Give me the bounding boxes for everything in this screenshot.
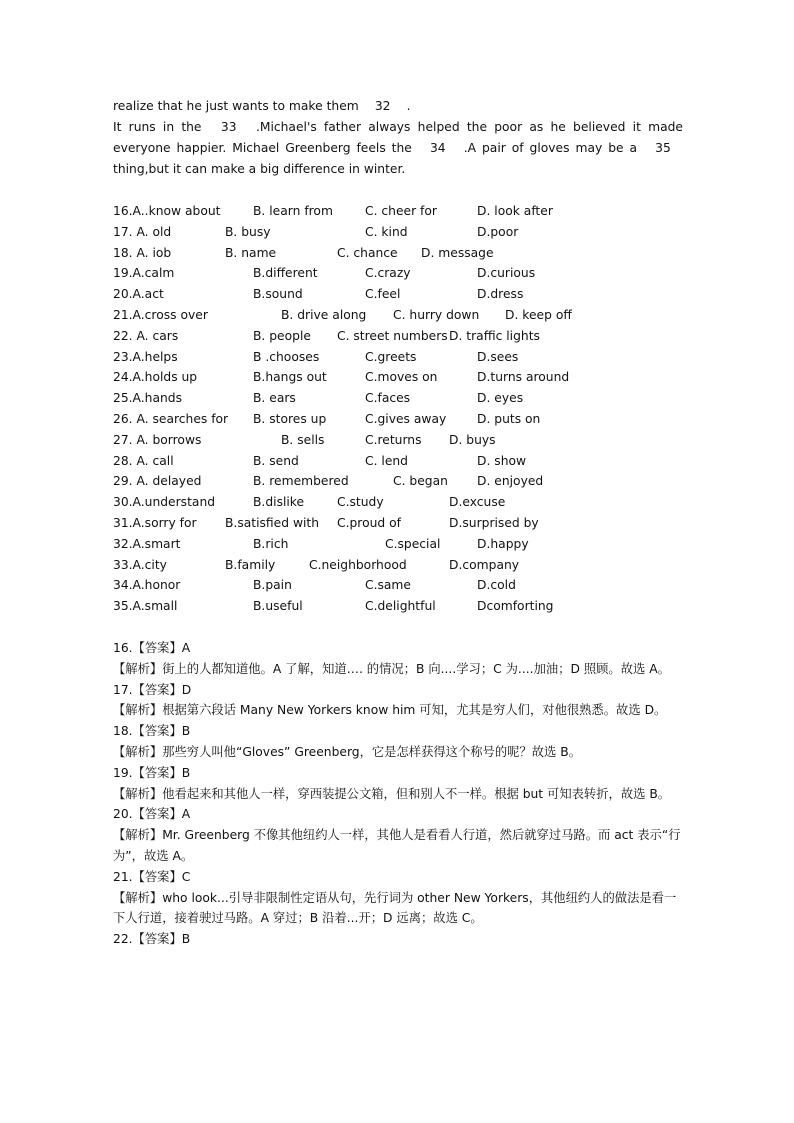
answer-heading: 16.【答案】A [113,640,191,655]
option-d: Dcomforting [477,599,554,614]
option-d: D.curious [477,266,536,281]
option-d: D.poor [477,224,519,239]
option-b: B. sells [281,432,325,447]
option-c: C.proud of [337,515,401,530]
option-d: D.happy [477,536,529,551]
question-row [113,492,683,513]
option-a: 34.A.honor [113,578,181,593]
question-row [113,555,683,576]
option-a: 25.A.hands [113,391,182,406]
answer-heading: 19.【答案】B [113,765,191,780]
option-c: C.neighborhood [309,557,407,572]
option-d: D. message [421,245,494,260]
option-b: B.useful [253,599,303,614]
option-a: 32.A.smart [113,536,181,551]
answer-explanation: 【解析】根据第六段话 Many New Yorkers know him 可知，尤其是穷人们，对他很熟悉。故选 D。 [113,703,667,718]
blank-number: 33 [220,120,237,134]
question-row [113,430,683,451]
option-a: 18. A. iob [113,245,172,260]
question-row [113,347,683,368]
question-row [113,305,683,326]
answer-heading: 22.【答案】B [113,932,191,947]
question-row [113,451,683,472]
option-d: D. traffic lights [449,328,540,343]
answer-explanation: 【解析】街上的人都知道他。A 了解，知道…. 的情况；B 向....学习；C 为....加油；D 照顾。故选 A。 [113,661,670,676]
option-d: D. show [477,453,527,468]
option-d: D.excuse [449,495,506,510]
option-c: C.delightful [365,599,436,614]
option-a: 19.A.calm [113,266,175,281]
option-d: D.cold [477,578,516,593]
option-b: B. send [253,453,299,468]
passage-text: . [406,99,411,113]
option-a: 23.A.helps [113,349,178,364]
option-c: C. lend [365,453,408,468]
option-c: C. chance [337,245,398,260]
option-b: B. busy [225,224,271,239]
option-d: D.surprised by [449,515,539,530]
option-b: B. remembered [253,474,349,489]
option-a: 29. A. delayed [113,474,202,489]
option-a: 33.A.city [113,557,167,572]
passage-text: realize that he just wants to make them [113,99,359,113]
option-c: C. hurry down [393,307,480,322]
option-a: 28. A. call [113,453,174,468]
option-c: C.faces [365,391,411,406]
question-row [113,596,683,617]
option-a: 26. A. searches for [113,411,229,426]
question-row [113,575,683,596]
passage-paragraph [113,96,683,180]
option-d: D.sees [477,349,519,364]
question-row [113,243,683,264]
question-row [113,513,683,534]
answer-heading: 17.【答案】D [113,682,192,697]
option-c: C. kind [365,224,408,239]
option-b: B.sound [253,287,303,302]
answer-heading: 20.【答案】A [113,807,191,822]
options-list [113,201,683,617]
option-c: C.crazy [365,266,411,281]
answer-explanation: 【解析】他看起来和其他人一样，穿西装提公文箱，但和别人不一样。根据 but 可知表转折，故选 B。 [113,786,671,801]
option-b: B.rich [253,536,289,551]
option-c: C.gives away [365,411,447,426]
option-b: B.pain [253,578,292,593]
option-d: D. eyes [477,391,524,406]
option-a: 35.A.small [113,599,178,614]
option-a: 17. A. old [113,224,172,239]
option-b: B.satisfied with [225,515,320,530]
option-c: C.study [337,495,384,510]
passage-text: It runs in the [113,120,202,134]
option-a: 22. A. cars [113,328,179,343]
answer-heading: 18.【答案】B [113,724,191,739]
question-row [113,388,683,409]
option-b: B. ears [253,391,296,406]
question-row [113,326,683,347]
option-a: 24.A.holds up [113,370,198,385]
option-b: B.hangs out [253,370,327,385]
question-row [113,222,683,243]
question-row [113,263,683,284]
option-b: B .chooses [253,349,320,364]
option-a: 16.A..know about [113,204,221,218]
passage-text: .A pair of gloves may be a [463,141,638,155]
blank-number: 35 [655,141,671,155]
option-c: C.feel [365,287,401,302]
option-b: B. people [253,328,311,343]
option-c: C.returns [365,432,422,447]
option-b: B. drive along [281,307,367,322]
option-b: B.dislike [253,495,305,510]
answer-heading: 21.【答案】C [113,869,191,884]
question-row [113,471,683,492]
passage-text: thing,but it can make a big difference in winter. [113,162,406,176]
option-a: 20.A.act [113,287,164,302]
answers-list [113,638,683,950]
blank-number: 34 [429,141,446,155]
blank-number: 32 [374,99,391,113]
option-a: 31.A.sorry for [113,515,197,530]
option-a: 27. A. borrows [113,432,202,447]
answer-explanation: 【解析】那些穷人叫他“Gloves” Greenberg，它是怎样获得这个称号的呢？故选 B。 [113,744,581,759]
option-c: C. cheer for [365,204,437,218]
option-d: D. enjoyed [477,474,544,489]
option-c: C.same [365,578,411,593]
option-b: B. name [225,245,277,260]
option-d: D. look after [477,204,553,218]
option-d: D.turns around [477,370,570,385]
question-row [113,534,683,555]
option-d: D. puts on [477,411,541,426]
option-c: C.special [385,536,441,551]
option-c: C. street numbers [337,328,448,343]
document-page [113,96,683,950]
option-b: B.family [225,557,276,572]
option-a: 21.A.cross over [113,307,208,322]
option-a: 30.A.understand [113,495,216,510]
question-row [113,201,683,222]
question-row [113,284,683,305]
answer-explanation: 【解析】who look...引导非限制性定语从句，先行词为 other New Yorkers，其他纽约人的做法是看一下人行道，接着驶过马路。A 穿过；B 沿着...开；D 远离；故选 C。 [113,890,677,926]
option-c: C.greets [365,349,417,364]
question-row [113,367,683,388]
option-d: D.dress [477,287,524,302]
option-c: C.moves on [365,370,438,385]
option-d: D.company [449,557,520,572]
option-b: B. stores up [253,411,327,426]
question-row [113,409,683,430]
answer-explanation: 【解析】Mr. Greenberg 不像其他纽约人一样，其他人是看看人行道，然后就穿过马路。而 act 表示“行为”，故选 A。 [113,828,681,863]
option-d: D. keep off [505,307,572,322]
option-d: D. buys [449,432,496,447]
option-b: B. learn from [253,204,333,218]
option-c: C. began [393,474,448,489]
passage-text: .Michael's father always helped the poor as he believed it made everyone happier. Michael Greenberg feels the [113,120,683,155]
option-b: B.different [253,266,318,281]
